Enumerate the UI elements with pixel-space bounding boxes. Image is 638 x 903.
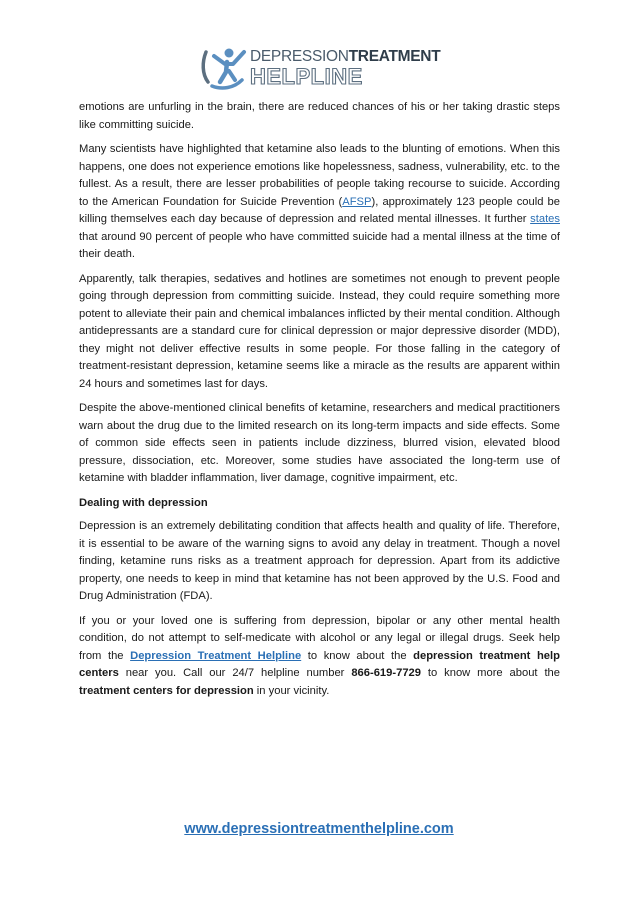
- article-body: [79, 99, 560, 707]
- paragraph-6-text-b: to know about the: [301, 649, 414, 662]
- helpline-link[interactable]: Depression Treatment Helpline: [130, 649, 302, 662]
- section-heading: Dealing with depression: [79, 496, 208, 509]
- logo-wordmark: [250, 44, 440, 88]
- paragraph-2: [79, 141, 560, 264]
- paragraph-2-text-a: Many scientists have highlighted that ketamine also leads to the blunting of emotions. When this happens, one does not experience emotions like hopelessness, sadness, vulnerability, etc. to the fullest. As a result, there are lesser probabilities of people taking recourse to suicide. According to the American Foundation for Suicide Prevention (: [79, 143, 560, 208]
- person-raising-arms-icon: [200, 44, 248, 90]
- paragraph-6-text-d: to know more about the: [420, 667, 560, 679]
- paragraph-2-text-c: that around 90 percent of people who have committed suicide had a mental illness at the time of their death.: [79, 230, 560, 260]
- logo-word-helpline: HELPLINE: [250, 63, 363, 89]
- site-logo[interactable]: [200, 44, 450, 92]
- paragraph-5: Depression is an extremely debilitating condition that affects health and quality of life. Therefore, it is essential to be aware of the warning signs to avoid any delay in treatment. Though a novel finding, ketamine runs risks as a treatment approach for depression. Apart from its addictive property, one needs to keep in mind that ketamine has not been approved by the U.S. Food and Drug Administration (FDA).: [79, 520, 560, 602]
- help-centers-bold: depression treatment help centers: [79, 649, 560, 679]
- paragraph-2-text-b: ), approximately 123 people could be killing themselves each day because of depression and related mental illnesses. It further: [79, 195, 561, 225]
- logo-line-1: [250, 49, 440, 65]
- afsp-link[interactable]: AFSP: [342, 195, 372, 208]
- states-link[interactable]: states: [530, 213, 560, 225]
- paragraph-1: emotions are unfurling in the brain, there are reduced chances of his or her taking drastic steps like committing suicide.: [79, 101, 560, 131]
- paragraph-6-text-a: If you or your loved one is suffering from depression, bipolar or any other mental health condition, do not attempt to self-medicate with alcohol or any legal or illegal drugs. Seek help from the: [79, 614, 560, 662]
- paragraph-6-text-e: in your vicinity.: [253, 684, 330, 697]
- treatment-centers-bold: treatment centers for depression: [79, 684, 254, 697]
- paragraph-6: [79, 613, 560, 701]
- footer-website-link[interactable]: www.depressiontreatmenthelpline.com: [184, 821, 454, 837]
- logo-word-depression: DEPRESSION: [250, 48, 349, 65]
- paragraph-3: Apparently, talk therapies, sedatives and hotlines are sometimes not enough to prevent people going through depression from committing suicide. Instead, they could require something more potent to alleviate their pain and chemical imbalances inflicted by their mental condition. Although antidepressants are a standard cure for clinical depression or major depressive disorder (MDD), they might not deliver effective results in some people. For those falling in the category of treatment-resistant depression, ketamine seems like a miracle as the results are apparent within 24 hours and sometimes last for days.: [79, 272, 560, 390]
- phone-number: 866-619-7729: [351, 667, 421, 679]
- paragraph-6-text-c: near you. Call our 24/7 helpline number: [118, 667, 352, 679]
- logo-word-treatment: TREATMENT: [348, 48, 441, 65]
- paragraph-4: Despite the above-mentioned clinical benefits of ketamine, researchers and medical practitioners warn about the drug due to the limited research on its long-term impacts and side effects. Some of common side effects seen in patients include dizziness, blurred vision, elevated blood pressure, dissociation, etc. Moreover, some studies have associated the long-term use of ketamine with bladder inflammation, liver damage, cognitive impairment, etc.: [79, 402, 560, 484]
